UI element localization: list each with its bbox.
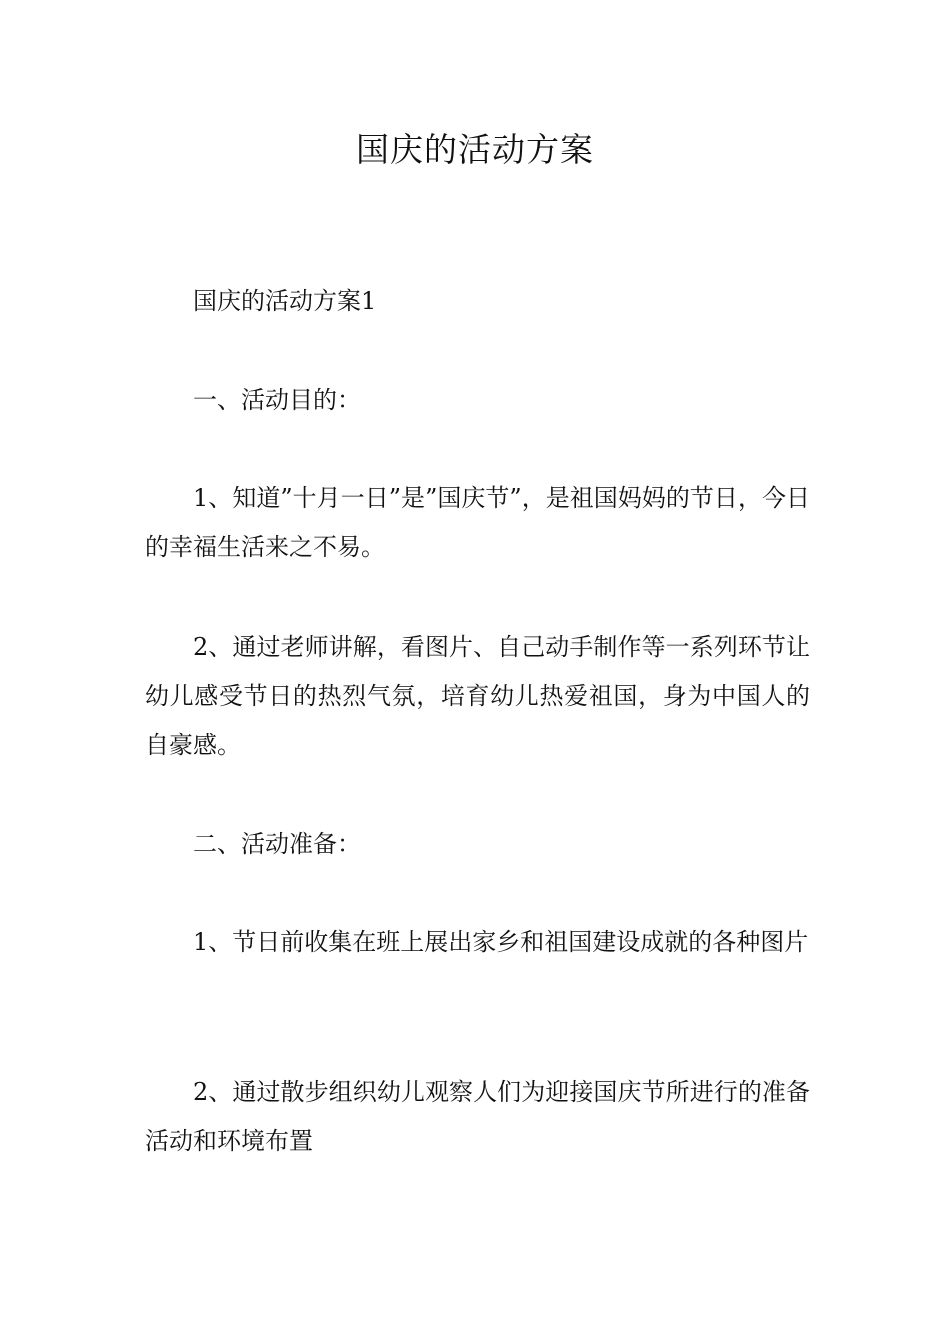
goal-section-title: 一、活动目的：	[193, 386, 361, 414]
document-title: 国庆的活动方案	[356, 130, 594, 169]
goal-item-1: 1、知道”十月一日”是”国庆节”，是祖国妈妈的节日，今日的幸福生活来之不易。	[145, 484, 810, 561]
preparation-item-1: 1、节日前收集在班上展出家乡和祖国建设成就的各种图片	[193, 928, 809, 956]
section-heading: 国庆的活动方案1	[193, 287, 377, 315]
preparation-item-2: 2、通过散步组织幼儿观察人们为迎接国庆节所进行的准备活动和环境布置	[145, 1078, 810, 1155]
goal-item-2: 2、通过老师讲解，看图片、自己动手制作等一系列环节让幼儿感受节日的热烈气氛，培育幼儿热爱祖国，身为中国人的自豪感。	[145, 633, 810, 759]
preparation-section-title: 二、活动准备：	[193, 830, 361, 858]
